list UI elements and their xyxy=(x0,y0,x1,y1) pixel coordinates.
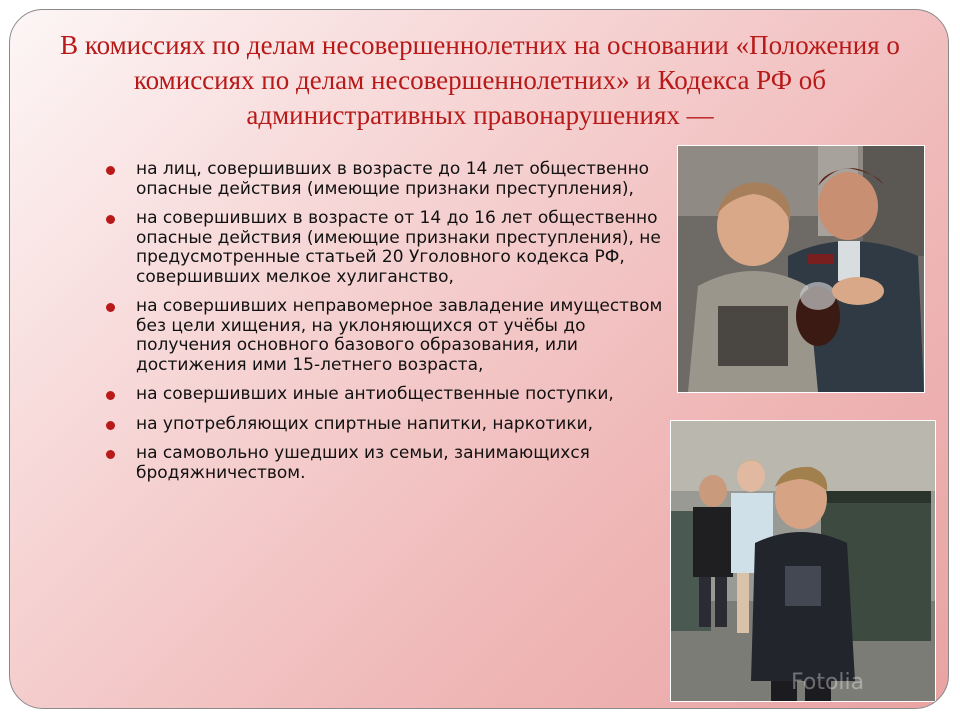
bullet-dot-icon xyxy=(106,421,115,430)
bullet-dot-icon xyxy=(106,391,115,400)
bullet-item xyxy=(106,385,666,405)
bullet-item xyxy=(106,415,666,435)
watermark-text: Fotolia xyxy=(791,670,865,695)
slide-frame xyxy=(9,9,949,709)
bullet-dot-icon xyxy=(106,450,115,459)
bullet-item xyxy=(106,160,666,199)
bullet-text: на употребляющих спиртные напитки, наркотики, xyxy=(136,413,594,434)
bullet-text: на лиц, совершивших в возрасте до 14 лет общественно опасные действия (имеющие признаки преступления), xyxy=(136,159,650,199)
bullet-item xyxy=(106,297,666,375)
bullet-dot-icon xyxy=(106,166,115,175)
bullet-text: на совершивших неправомерное завладение имуществом без цели хищения, на уклоняющихся от учёбы до получения основного базового образования, или достижения ими 15-летнего возраста, xyxy=(136,296,663,375)
bullet-text: на совершивших в возрасте от 14 до 16 лет общественно опасные действия (имеющие признаки преступления), не предусмотренные статьей 20 Уголовного кодекса РФ, совершивших мелкое хулиганство, xyxy=(136,208,661,287)
photo-boy-with-police-graphic xyxy=(678,146,924,392)
bullet-dot-icon xyxy=(106,303,115,312)
bullet-text: на самовольно ушедших из семьи, занимающихся бродяжничеством. xyxy=(136,443,590,483)
bullet-text: на совершивших иные антиобщественные поступки, xyxy=(136,384,614,404)
bullet-item xyxy=(106,209,666,287)
slide-title: В комиссиях по делам несовершеннолетних на основании «Положения о комиссиях по делам несовершеннолетних» и Кодекса РФ об административных правонарушениях — xyxy=(60,30,900,130)
bullet-list xyxy=(106,160,666,493)
photo-street-children xyxy=(670,420,936,702)
photo-boy-with-police xyxy=(677,145,925,393)
bullet-item xyxy=(106,444,666,483)
bullet-dot-icon xyxy=(106,215,115,224)
photo-street-children-graphic xyxy=(671,421,935,701)
